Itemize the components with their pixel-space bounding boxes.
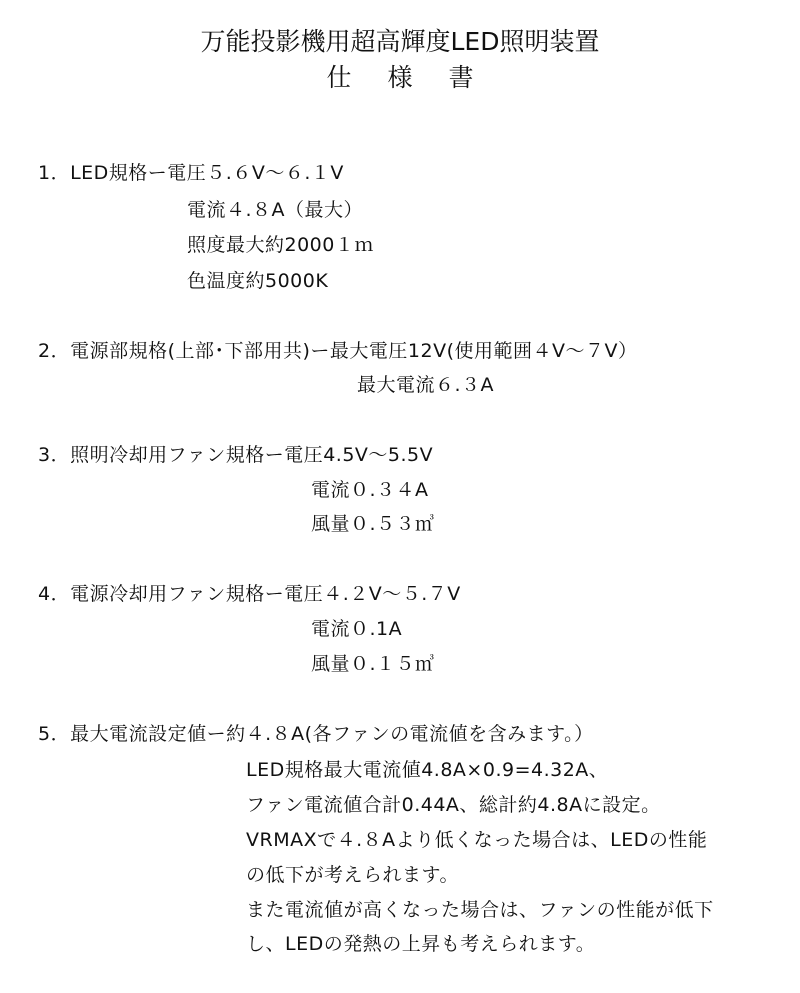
spec-5-line: LED規格最大電流値4.8A×0.9=4.32A、: [246, 759, 609, 781]
spec-2-heading: 2．電源部規格(上部･下部用共)ー最大電圧12V(使用範囲４V～７V）: [38, 340, 638, 362]
spec-5-line: ファン電流値合計0.44A、総計約4.8Aに設定。: [246, 794, 661, 816]
spec-1-line: 照度最大約2000１ｍ: [187, 234, 374, 256]
spec-4-line: 風量０.１５㎥: [311, 653, 435, 675]
spec-2-line: 最大電流６.３A: [357, 374, 495, 396]
spec-1-line: 色温度約5000K: [187, 270, 329, 292]
spec-5-line: また電流値が高くなった場合は、ファンの性能が低下: [246, 899, 714, 921]
spec-4-line: 電流０.1A: [311, 618, 403, 640]
document-title: 万能投影機用超高輝度LED照明装置: [200, 27, 600, 56]
spec-5-line: し、LEDの発熱の上昇も考えられます。: [246, 933, 596, 955]
spec-5-line: VRMAXで４.８Aより低くなった場合は、LEDの性能: [246, 829, 708, 851]
spec-1-line: 電流４.８A（最大）: [187, 199, 364, 221]
spec-1-heading: 1．LED規格ー電圧５.６V～６.１V: [38, 162, 344, 184]
spec-3-heading: 3．照明冷却用ファン規格ー電圧4.5V～5.5V: [38, 444, 434, 466]
spec-3-line: 電流０.３４A: [311, 479, 429, 501]
spec-4-heading: 4．電源冷却用ファン規格ー電圧４.２V～５.７V: [38, 583, 461, 605]
spec-5-heading: 5．最大電流設定値ー約４.８A(各ファンの電流値を含みます。）: [38, 723, 594, 745]
spec-3-line: 風量０.５３㎥: [311, 513, 435, 535]
document-subtitle: 仕 様 書: [326, 63, 488, 92]
spec-5-line: の低下が考えられます。: [246, 864, 459, 886]
